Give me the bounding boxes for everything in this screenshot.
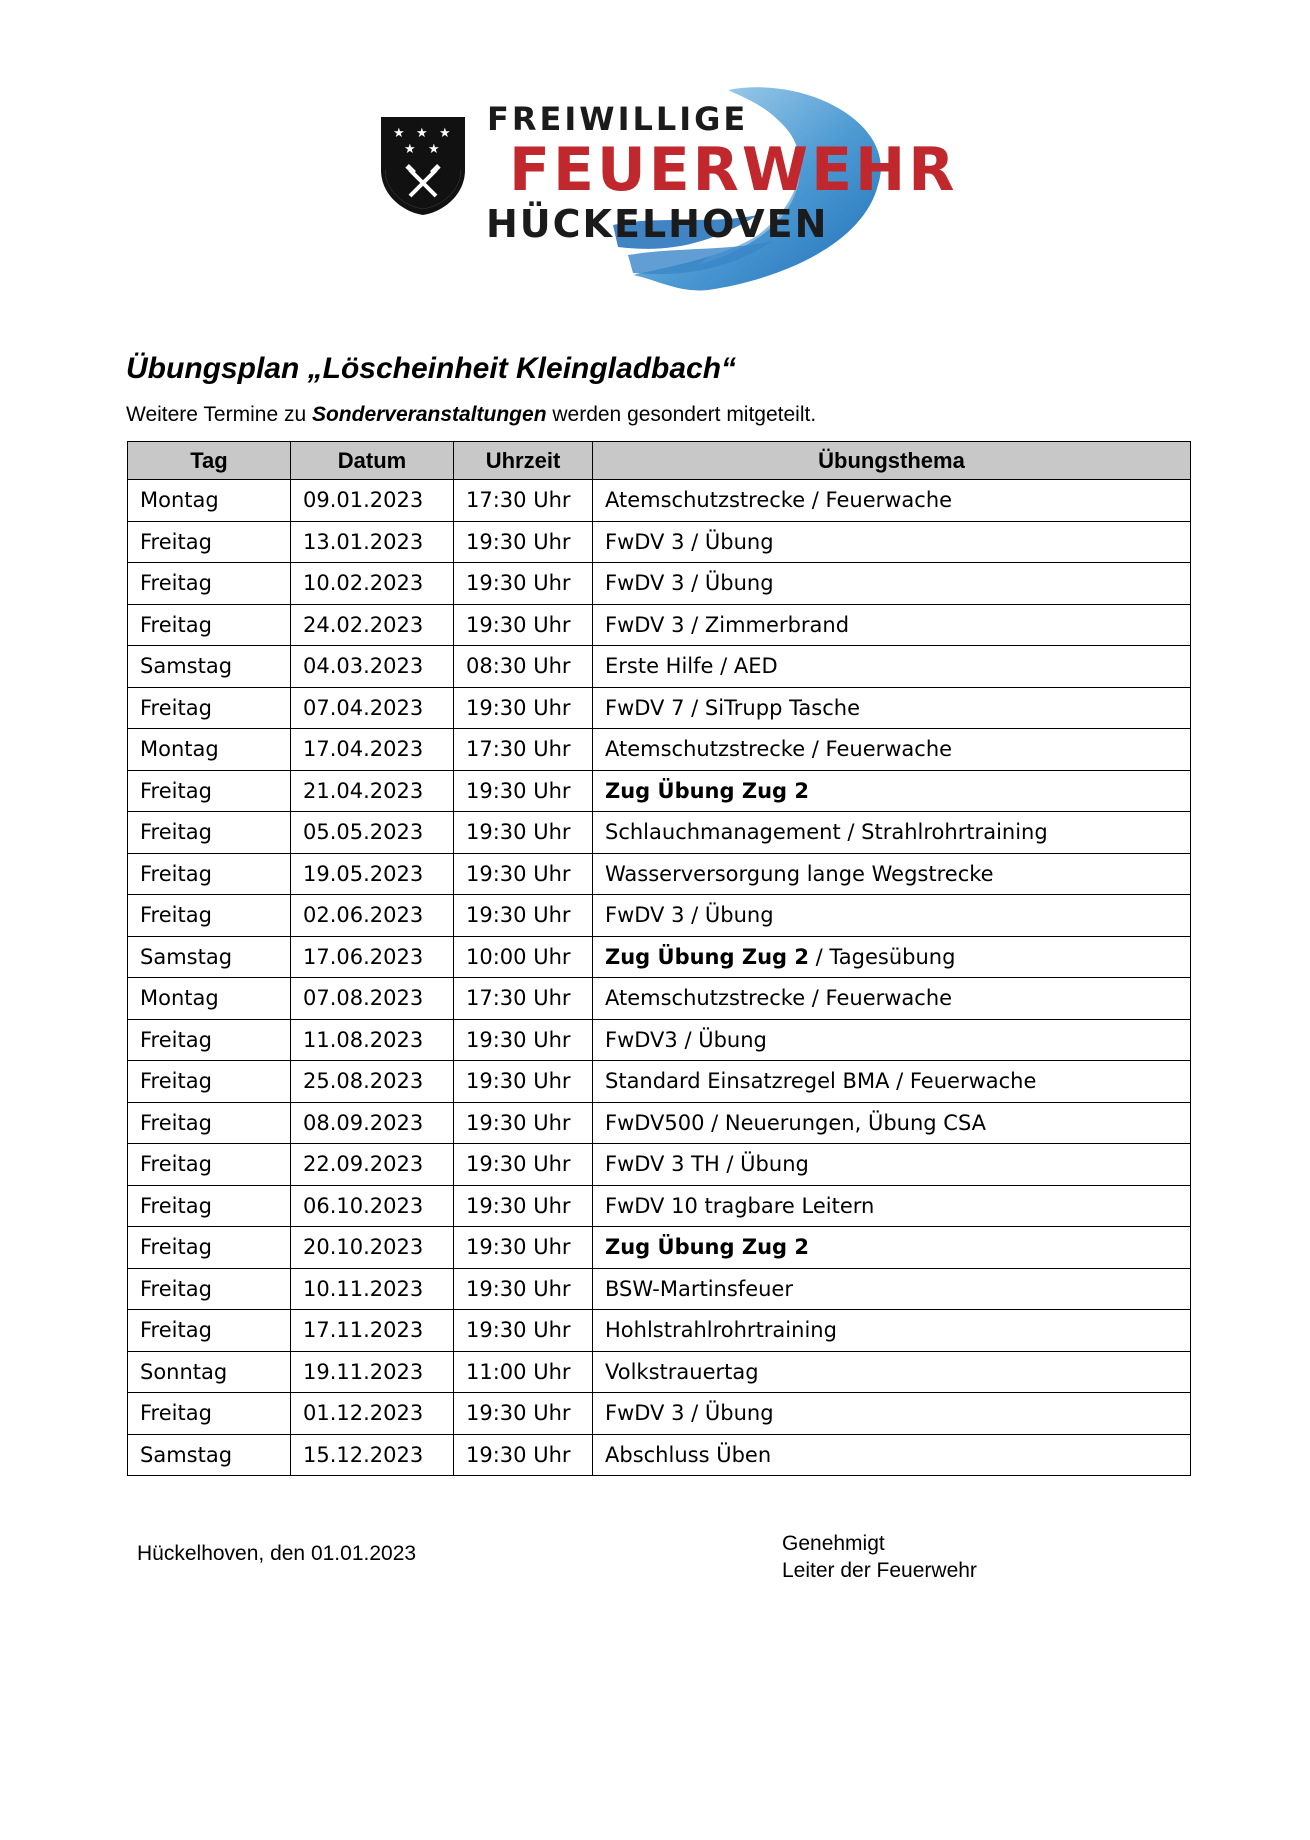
cell-uebungsthema — [593, 563, 1191, 605]
cell-uebungsthema — [593, 1144, 1191, 1186]
logo-line-feuerwehr: FEUERWEHR — [509, 135, 958, 205]
header-uebungsthema: Übungsthema — [593, 442, 1191, 480]
cell-datum: 17.04.2023 — [291, 729, 454, 771]
approved-label: Genehmigt — [782, 1532, 885, 1555]
topic-text: FwDV 3 / Übung — [605, 1401, 774, 1426]
cell-uhrzeit: 19:30 Uhr — [454, 1227, 593, 1269]
cell-uhrzeit: 19:30 Uhr — [454, 563, 593, 605]
cell-tag: Freitag — [128, 853, 291, 895]
table-row — [128, 1434, 1191, 1476]
table-row — [128, 853, 1191, 895]
cell-uhrzeit: 19:30 Uhr — [454, 1393, 593, 1435]
cell-uhrzeit: 19:30 Uhr — [454, 521, 593, 563]
topic-text: FwDV 3 / Übung — [605, 903, 774, 928]
table-row — [128, 1144, 1191, 1186]
cell-tag: Freitag — [128, 563, 291, 605]
topic-text: / Tagesübung — [808, 944, 956, 969]
cell-uebungsthema — [593, 646, 1191, 688]
cell-datum: 19.11.2023 — [291, 1351, 454, 1393]
cell-datum: 13.01.2023 — [291, 521, 454, 563]
table-row — [128, 521, 1191, 563]
svg-text:★: ★ — [404, 142, 416, 157]
cell-uebungsthema — [593, 853, 1191, 895]
cell-tag: Montag — [128, 978, 291, 1020]
subtitle-emphasis: Sonderveranstaltungen — [311, 403, 547, 426]
cell-datum: 20.10.2023 — [291, 1227, 454, 1269]
cell-uebungsthema — [593, 1185, 1191, 1227]
topic-text: Wasserversorgung lange Wegstrecke — [605, 861, 994, 886]
table-row — [128, 563, 1191, 605]
topic-text: Atemschutzstrecke / Feuerwache — [605, 488, 953, 513]
table-row — [128, 646, 1191, 688]
cell-tag: Freitag — [128, 604, 291, 646]
table-row — [128, 729, 1191, 771]
cell-uhrzeit: 17:30 Uhr — [454, 978, 593, 1020]
topic-bold: Zug Übung Zug 2 — [605, 778, 809, 803]
cell-uhrzeit: 17:30 Uhr — [454, 480, 593, 522]
topic-text: Erste Hilfe / AED — [605, 654, 778, 679]
cell-uebungsthema — [593, 480, 1191, 522]
coat-of-arms-shield-icon — [381, 117, 465, 215]
subtitle — [126, 403, 816, 427]
logo-line-freiwillige: FREIWILLIGE — [487, 100, 749, 138]
cell-tag: Samstag — [128, 646, 291, 688]
topic-text: FwDV 3 / Übung — [605, 571, 774, 596]
topic-text: Atemschutzstrecke / Feuerwache — [605, 986, 953, 1011]
logo-line-hueckelhoven: HÜCKELHOVEN — [486, 202, 829, 246]
cell-uhrzeit: 19:30 Uhr — [454, 1061, 593, 1103]
cell-uhrzeit: 17:30 Uhr — [454, 729, 593, 771]
table-row — [128, 812, 1191, 854]
topic-bold: Zug Übung Zug 2 — [605, 1235, 809, 1260]
cell-uebungsthema — [593, 770, 1191, 812]
cell-datum: 21.04.2023 — [291, 770, 454, 812]
topic-text: Schlauchmanagement / Strahlrohrtraining — [605, 820, 1048, 845]
cell-datum: 19.05.2023 — [291, 853, 454, 895]
cell-uhrzeit: 19:30 Uhr — [454, 1268, 593, 1310]
cell-uebungsthema — [593, 687, 1191, 729]
cell-uhrzeit: 19:30 Uhr — [454, 770, 593, 812]
cell-uhrzeit: 19:30 Uhr — [454, 1310, 593, 1352]
cell-tag: Freitag — [128, 687, 291, 729]
cell-datum: 06.10.2023 — [291, 1185, 454, 1227]
topic-text: BSW-Martinsfeuer — [605, 1276, 793, 1301]
cell-datum: 09.01.2023 — [291, 480, 454, 522]
table-row — [128, 1227, 1191, 1269]
header-datum: Datum — [291, 442, 454, 480]
cell-tag: Freitag — [128, 521, 291, 563]
topic-text: FwDV 3 / Zimmerbrand — [605, 612, 850, 637]
topic-text: FwDV 10 tragbare Leitern — [605, 1193, 875, 1218]
cell-tag: Freitag — [128, 1268, 291, 1310]
cell-datum: 04.03.2023 — [291, 646, 454, 688]
table-row — [128, 1061, 1191, 1103]
cell-tag: Freitag — [128, 1144, 291, 1186]
table-row — [128, 895, 1191, 937]
cell-tag: Montag — [128, 729, 291, 771]
cell-datum: 07.08.2023 — [291, 978, 454, 1020]
cell-tag: Freitag — [128, 812, 291, 854]
training-schedule-table — [127, 441, 1191, 1476]
page-title: Übungsplan „Löscheinheit Kleingladbach“ — [126, 352, 737, 385]
cell-tag: Samstag — [128, 936, 291, 978]
table-row — [128, 1185, 1191, 1227]
cell-datum: 10.02.2023 — [291, 563, 454, 605]
topic-bold: Zug Übung Zug 2 — [605, 944, 809, 969]
subtitle-text-before: Weitere Termine zu — [126, 403, 312, 426]
topic-text: Standard Einsatzregel BMA / Feuerwache — [605, 1069, 1037, 1094]
subtitle-text-after: werden gesondert mitgeteilt. — [546, 403, 817, 426]
topic-text: FwDV 3 TH / Übung — [605, 1152, 809, 1177]
cell-tag: Montag — [128, 480, 291, 522]
cell-datum: 17.11.2023 — [291, 1310, 454, 1352]
svg-text:★: ★ — [393, 126, 405, 141]
cell-uhrzeit: 19:30 Uhr — [454, 604, 593, 646]
cell-uhrzeit: 19:30 Uhr — [454, 812, 593, 854]
svg-text:★: ★ — [428, 142, 440, 157]
table-row — [128, 936, 1191, 978]
signer-label: Leiter der Feuerwehr — [782, 1559, 977, 1582]
cell-uebungsthema — [593, 604, 1191, 646]
table-row — [128, 1393, 1191, 1435]
cell-uebungsthema — [593, 936, 1191, 978]
cell-uebungsthema — [593, 895, 1191, 937]
cell-tag: Freitag — [128, 1019, 291, 1061]
cell-uebungsthema — [593, 978, 1191, 1020]
cell-tag: Samstag — [128, 1434, 291, 1476]
cell-datum: 24.02.2023 — [291, 604, 454, 646]
cell-uebungsthema — [593, 812, 1191, 854]
cell-tag: Freitag — [128, 1185, 291, 1227]
cell-datum: 11.08.2023 — [291, 1019, 454, 1061]
cell-uebungsthema — [593, 1393, 1191, 1435]
cell-datum: 08.09.2023 — [291, 1102, 454, 1144]
table-row — [128, 1268, 1191, 1310]
cell-datum: 22.09.2023 — [291, 1144, 454, 1186]
cell-uebungsthema — [593, 729, 1191, 771]
cell-datum: 17.06.2023 — [291, 936, 454, 978]
table-row — [128, 1310, 1191, 1352]
table-row — [128, 770, 1191, 812]
cell-uhrzeit: 19:30 Uhr — [454, 1144, 593, 1186]
topic-text: FwDV3 / Übung — [605, 1027, 767, 1052]
cell-tag: Freitag — [128, 770, 291, 812]
header-uhrzeit: Uhrzeit — [454, 442, 593, 480]
table-row — [128, 978, 1191, 1020]
cell-tag: Freitag — [128, 1102, 291, 1144]
cell-uhrzeit: 19:30 Uhr — [454, 895, 593, 937]
cell-uebungsthema — [593, 1434, 1191, 1476]
cell-uebungsthema — [593, 1019, 1191, 1061]
cell-datum: 02.06.2023 — [291, 895, 454, 937]
cell-uhrzeit: 19:30 Uhr — [454, 1019, 593, 1061]
place-date: Hückelhoven, den 01.01.2023 — [137, 1542, 417, 1565]
cell-uebungsthema — [593, 1227, 1191, 1269]
table-row — [128, 1102, 1191, 1144]
table-body — [128, 480, 1191, 1476]
cell-datum: 07.04.2023 — [291, 687, 454, 729]
table-row — [128, 604, 1191, 646]
cell-uhrzeit: 08:30 Uhr — [454, 646, 593, 688]
approval-block — [782, 1530, 977, 1584]
cell-datum: 15.12.2023 — [291, 1434, 454, 1476]
cell-tag: Sonntag — [128, 1351, 291, 1393]
cell-uhrzeit: 19:30 Uhr — [454, 853, 593, 895]
cell-tag: Freitag — [128, 895, 291, 937]
topic-text: FwDV 3 / Übung — [605, 529, 774, 554]
table-header-row — [128, 442, 1191, 480]
cell-uebungsthema — [593, 1310, 1191, 1352]
topic-text: Volkstrauertag — [605, 1359, 759, 1384]
svg-text:★: ★ — [416, 126, 428, 141]
brigade-logo — [378, 75, 958, 305]
header-tag: Tag — [128, 442, 291, 480]
cell-tag: Freitag — [128, 1393, 291, 1435]
table-row — [128, 1351, 1191, 1393]
table-row — [128, 687, 1191, 729]
cell-uhrzeit: 19:30 Uhr — [454, 687, 593, 729]
table-row — [128, 1019, 1191, 1061]
cell-uebungsthema — [593, 1061, 1191, 1103]
table-row — [128, 480, 1191, 522]
cell-uhrzeit: 19:30 Uhr — [454, 1185, 593, 1227]
cell-uebungsthema — [593, 1351, 1191, 1393]
cell-uhrzeit: 11:00 Uhr — [454, 1351, 593, 1393]
cell-datum: 01.12.2023 — [291, 1393, 454, 1435]
cell-uebungsthema — [593, 1102, 1191, 1144]
topic-text: Abschluss Üben — [605, 1442, 772, 1467]
cell-datum: 10.11.2023 — [291, 1268, 454, 1310]
cell-tag: Freitag — [128, 1227, 291, 1269]
cell-datum: 25.08.2023 — [291, 1061, 454, 1103]
topic-text: FwDV 7 / SiTrupp Tasche — [605, 695, 861, 720]
topic-text: FwDV500 / Neuerungen, Übung CSA — [605, 1110, 987, 1135]
cell-uhrzeit: 10:00 Uhr — [454, 936, 593, 978]
topic-text: Hohlstrahlrohrtraining — [605, 1318, 837, 1343]
cell-uebungsthema — [593, 1268, 1191, 1310]
topic-text: Atemschutzstrecke / Feuerwache — [605, 737, 953, 762]
cell-tag: Freitag — [128, 1310, 291, 1352]
cell-uebungsthema — [593, 521, 1191, 563]
cell-uhrzeit: 19:30 Uhr — [454, 1102, 593, 1144]
cell-uhrzeit: 19:30 Uhr — [454, 1434, 593, 1476]
cell-datum: 05.05.2023 — [291, 812, 454, 854]
cell-tag: Freitag — [128, 1061, 291, 1103]
svg-text:★: ★ — [439, 126, 451, 141]
